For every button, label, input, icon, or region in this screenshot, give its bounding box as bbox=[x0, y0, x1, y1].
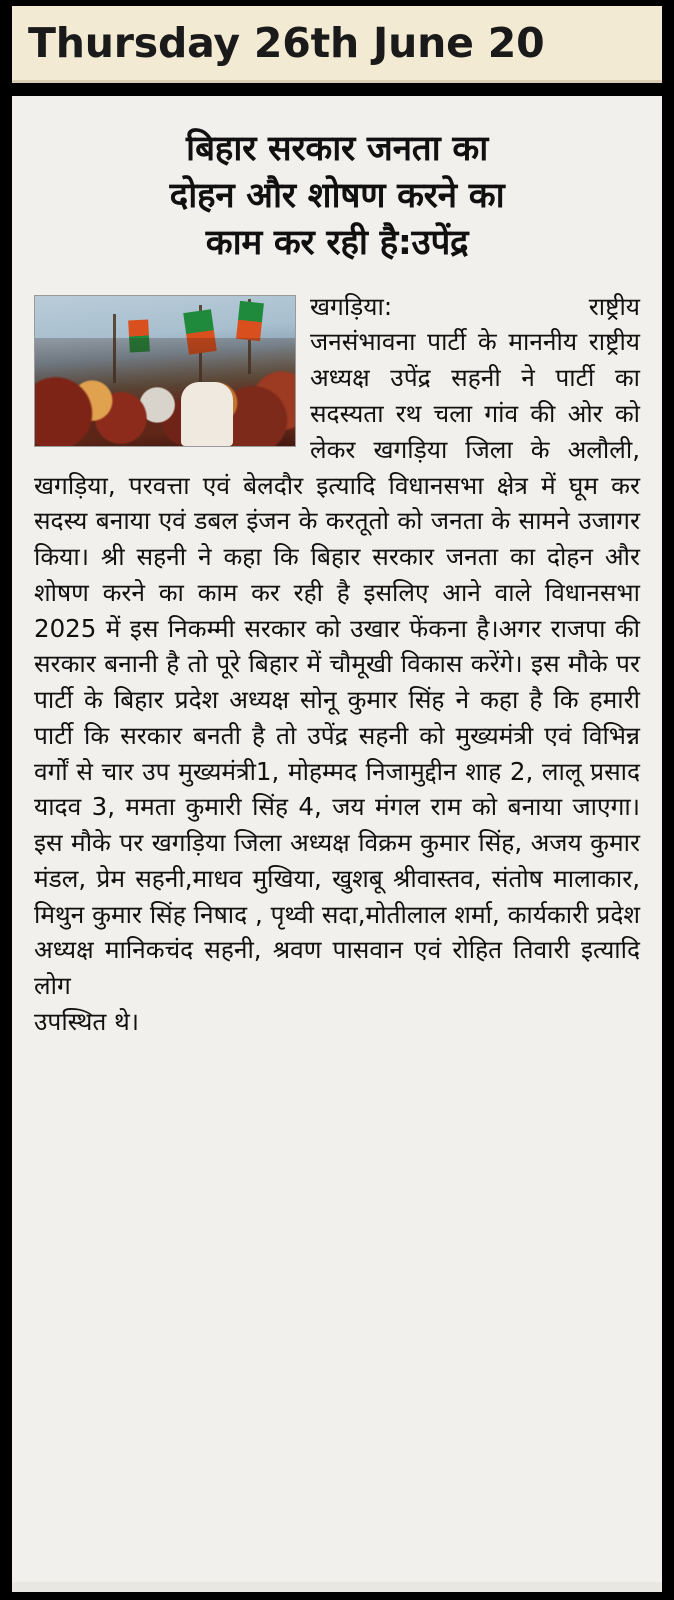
closing-line: उपस्थित थे। bbox=[34, 1006, 140, 1036]
sheet-bottom-edge bbox=[12, 1582, 662, 1592]
page-title bbox=[46, 126, 628, 267]
lead-text: राष्ट्रीय जनसंभावना पार्टी के माननीय राष्ट्रीय अध्यक्ष bbox=[310, 291, 640, 393]
article-body bbox=[34, 289, 640, 1040]
headline-line-3: काम कर रही है:उपेंद्र bbox=[205, 222, 469, 263]
headline-line-2: दोहन और शोषण करने का bbox=[169, 175, 505, 216]
crowd-shape bbox=[35, 338, 295, 446]
rally-crowd-photo bbox=[34, 295, 296, 447]
party-flag-icon bbox=[236, 301, 264, 341]
headline-line-1: बिहार सरकार जनता का bbox=[186, 129, 488, 169]
leader-figure bbox=[181, 382, 233, 446]
article-sheet bbox=[12, 96, 662, 1592]
body-text: उपेंद्र सहनी ने पार्टी का सदस्यता रथ चला गांव की ओर को लेकर खगड़िया जिला के अलौली, खगड़िया, परवत्ता एवं बेलदौर इत्यादि विधानसभा क्षेत्र में घूम कर सदस्य बनाया एवं डबल इंजन के करतूतो को जनता के सामने उजागर किया। श्री सहनी ने कहा कि बिहार सरकार जनता का दोहन और शोषण करने का काम कर रही है इसलिए आने वाले विधानसभा 2025 में इस निकम्मी सरकार को उखार फेंकना है।अगर राजपा की सरकार बनानी है तो पूरे बिहार में चौमूखी विकास करेंगे। इस मौके पर पार्टी के बिहार प्रदेश अध्यक्ष सोनू कुमार सिंह ने कहा है कि हमारी पार्टी कि सरकार बनती है तो उपेंद्र सहनी को मुख्यमंत्री एवं विभिन्न वर्गों से चार उप मुख्यमंत्री1, मोहम्मद निजामुद्दीन शाह 2, लालू प्रसाद यादव 3, ममता कुमारी सिंह 4, जय मंगल राम को बनाया जाएगा। इस मौके पर खगड़िया जिला अध्यक्ष विक्रम कुमार सिंह, अजय कुमार मंडल, प्रेम सहनी,माधव मुखिया, खुशबू श्रीवास्तव, संतोष मालाकार, मिथुन कुमार सिंह निषाद , पृथ्वी सदा,मोतीलाल शर्मा, कार्यकारी प्रदेश अध्यक्ष मानिकचंद सहनी, श्रवण पासवान एवं रोहित तिवारी इत्यादि लोग bbox=[34, 363, 640, 1001]
dateline-place: खगड़िया: bbox=[310, 291, 393, 321]
date-banner bbox=[12, 6, 662, 83]
date-text: Thursday 26th June 20 bbox=[28, 19, 545, 67]
